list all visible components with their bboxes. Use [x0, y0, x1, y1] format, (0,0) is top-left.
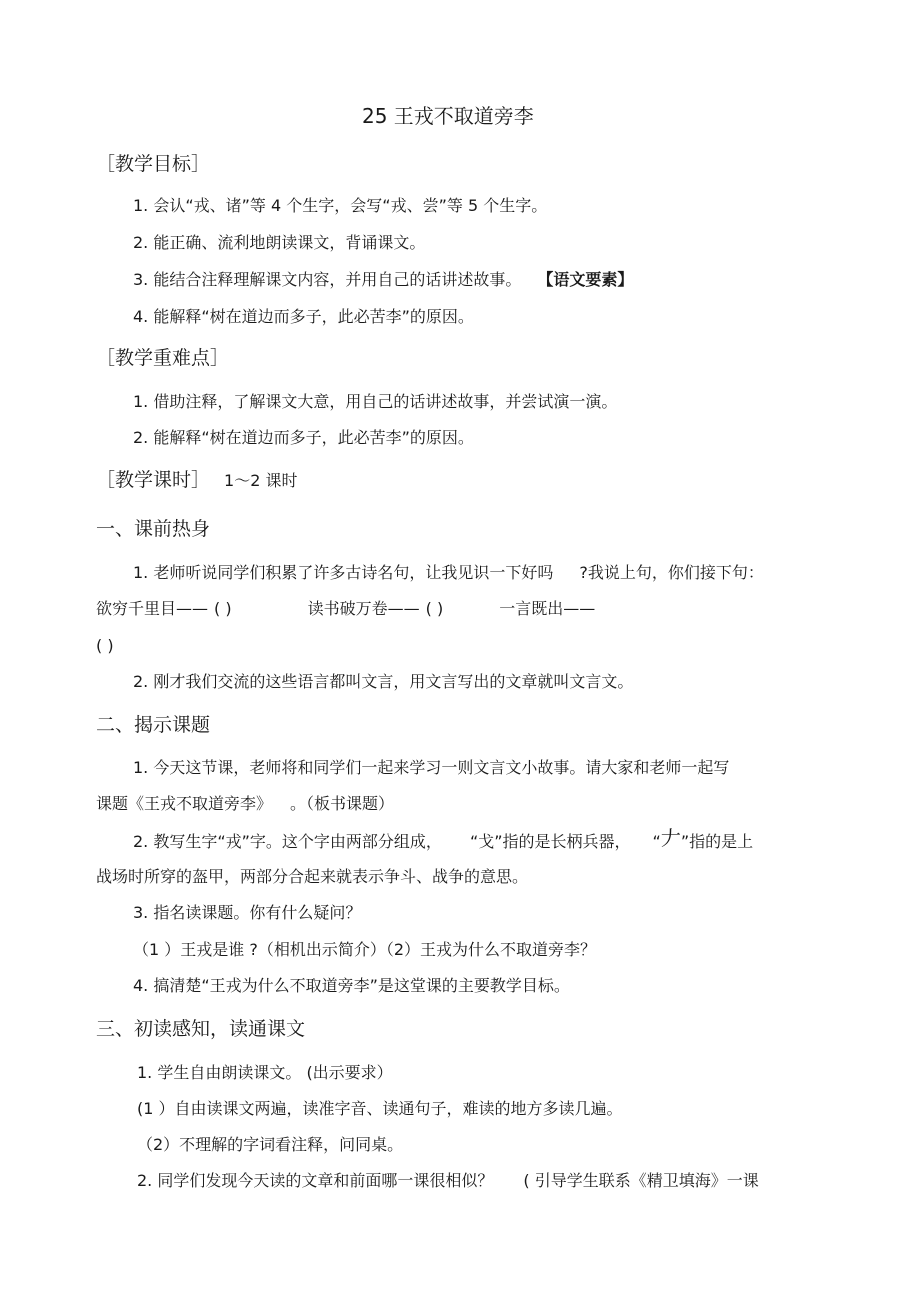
- answer-blank: ( ): [214, 599, 232, 618]
- reading-text: ( 引导学生联系《精卫填海》一课: [523, 1171, 759, 1190]
- reading-heading: 三、初读感知，读通课文: [96, 1018, 306, 1040]
- poem-line: 欲穷千里目——: [96, 599, 209, 618]
- reveal-paragraph-4: 4. 搞清楚“王戎为什么不取道旁李”是这堂课的主要教学目标。: [133, 976, 570, 995]
- reveal-text: “戈”指的是长柄兵器，: [469, 832, 631, 851]
- goal-item: 2. 能正确、流利地朗读课文，背诵课文。: [133, 233, 426, 252]
- reading-paragraph-1: 1. 学生自由朗读课文。 (出示要求）: [137, 1063, 393, 1082]
- reveal-text: 。（板书课题）: [290, 794, 395, 813]
- hours-heading: ［教学课时］: [96, 469, 211, 491]
- warmup-paragraph-2: 2. 刚才我们交流的这些语言都叫文言，用文言写出的文章就叫文言文。: [133, 672, 634, 691]
- reading-requirement: (1 ）自由读课文两遍，读准字音、读通句子，难读的地方多读几遍。: [137, 1099, 623, 1118]
- goal-item: 1. 会认“戎、诸”等 4 个生字，会写“戎、尝”等 5 个生字。: [133, 196, 548, 215]
- goals-heading: ［教学目标］: [96, 153, 211, 175]
- page-title: 25 王戎不取道旁李: [362, 104, 534, 128]
- reveal-paragraph-2: [133, 826, 754, 852]
- reveal-text: 课题《王戎不取道旁李》: [96, 794, 273, 813]
- reveal-text: ”指的是上: [680, 832, 754, 851]
- hours-value: 1～2 课时: [224, 471, 298, 490]
- reveal-paragraph-2-cont: 战场时所穿的盔甲，两部分合起来就表示争斗、战争的意思。: [96, 867, 529, 886]
- fill-in-row: [96, 599, 595, 619]
- poem-line: 一言既出——: [499, 599, 596, 618]
- reveal-paragraph-3: 3. 指名读课题。你有什么疑问？: [133, 903, 362, 922]
- reveal-text: “: [652, 832, 661, 851]
- keypoints-heading: ［教学重难点］: [96, 347, 230, 369]
- goal-item: 3. 能结合注释理解课文内容，并用自己的话讲述故事。: [133, 270, 522, 289]
- goal-item: 4. 能解释“树在道边而多子，此必苦李”的原因。: [133, 307, 474, 326]
- armor-radical-glyph: 𠂇: [660, 826, 681, 850]
- reveal-questions: （1 ）王戎是谁 ?（相机出示简介）（2）王戎为什么不取道旁李？: [133, 940, 597, 959]
- answer-blank: ( ): [425, 599, 444, 618]
- hours-row: [96, 468, 297, 493]
- reading-requirement: （2）不理解的字词看注释，问同桌。: [137, 1135, 404, 1154]
- keypoint-item: 1. 借助注释，了解课文大意，用自己的话讲述故事，并尝试演一演。: [133, 392, 618, 411]
- goal-item-with-tag: [133, 270, 633, 290]
- reveal-paragraph-1: 1. 今天这节课，老师将和同学们一起来学习一则文言文小故事。请大家和老师一起写: [133, 758, 730, 777]
- warmup-text: ?我说上句，你们接下句：: [579, 563, 764, 582]
- poem-line: 读书破万卷——: [307, 599, 420, 618]
- reading-text: 2. 同学们发现今天读的文章和前面哪一课很相似？: [137, 1171, 494, 1190]
- warmup-heading: 一、课前热身: [96, 518, 211, 540]
- warmup-paragraph-1: [133, 563, 764, 583]
- warmup-text: 1. 老师听说同学们积累了许多古诗名句，让我见识一下好吗: [133, 563, 554, 582]
- reveal-text: 2. 教写生字“戎”字。这个字由两部分组成，: [133, 832, 442, 851]
- language-element-tag: 【语文要素】: [537, 270, 634, 289]
- reveal-paragraph-1-cont: [96, 794, 394, 814]
- keypoint-item: 2. 能解释“树在道边而多子，此必苦李”的原因。: [133, 428, 474, 447]
- reveal-heading: 二、揭示课题: [96, 714, 211, 736]
- answer-blank: ( ): [96, 636, 114, 655]
- reading-paragraph-2: [137, 1171, 759, 1191]
